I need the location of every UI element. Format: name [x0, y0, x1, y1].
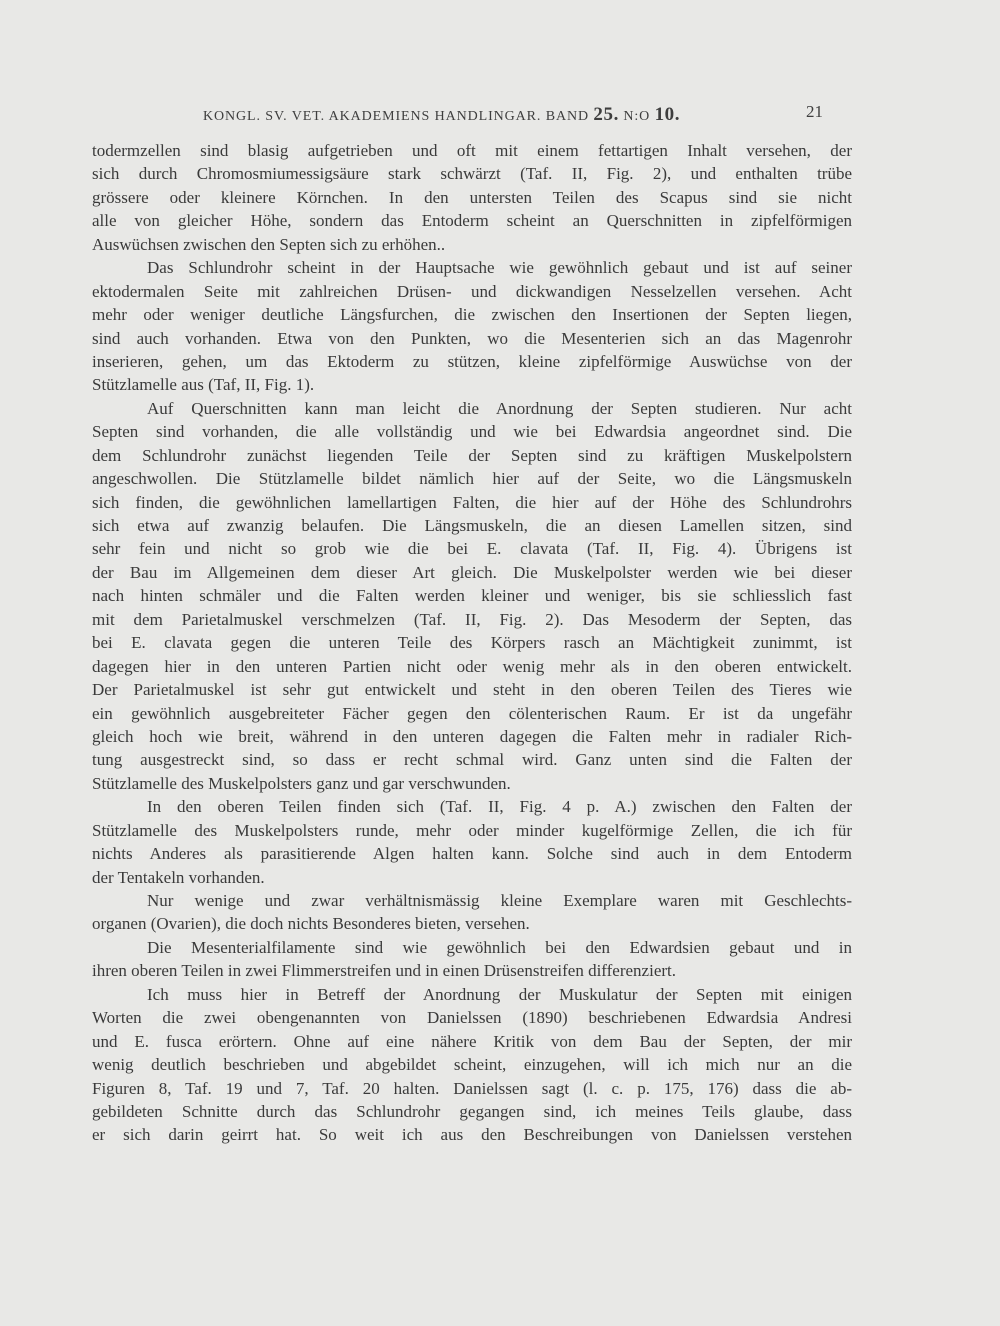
issue-number: 10. — [654, 104, 681, 125]
text-line: gleich hoch wie breit, während in den unteren dagegen die Falten mehr in radialer Rich- — [92, 726, 852, 746]
text-line: inserieren, gehen, um das Ektoderm zu stützen, kleine zipfelförmige Auswüchse von der — [92, 351, 852, 371]
text-line: Der Parietalmuskel ist sehr gut entwickelt und steht in den oberen Teilen des Tieres wie — [92, 680, 852, 700]
number-label: N:O — [618, 109, 655, 124]
page-number: 21 — [806, 102, 823, 121]
text-line: organen (Ovarien), die doch nichts Besonderes bieten, versehen. — [92, 914, 530, 934]
text-line: und E. fusca erörtern. Ohne auf eine nähere Kritik von dem Bau der Septen, der mir — [92, 1031, 852, 1051]
text-line: nach hinten schmäler und die Falten werden kleiner und weniger, bis sie schliesslich fast — [92, 586, 852, 606]
text-line: ihren oberen Teilen in zwei Flimmerstreifen und in einen Drüsenstreifen differenziert. — [92, 961, 677, 981]
text-line: Auf Querschnitten kann man leicht die Anordnung der Septen studieren. Nur acht — [147, 398, 852, 418]
text-line: mehr oder weniger deutliche Längsfurchen, die zwischen den Insertionen der Septen liegen, — [92, 305, 852, 325]
text-line: sich etwa auf zwanzig belaufen. Die Längsmuskeln, die an diesen Lamellen sitzen, sind — [92, 516, 852, 535]
text-line: Ich muss hier in Betreff der Anordnung der Muskulatur der Septen mit einigen — [147, 984, 852, 1004]
text-line: dem Schlundrohr zunächst liegenden Teile der Septen sind zu kräftigen Muskelpolstern — [92, 445, 852, 465]
text-line: dagegen hier in den unteren Partien nicht oder wenig mehr als in den oberen entwickelt. — [92, 656, 852, 676]
volume-number: 25. — [593, 104, 619, 125]
text-line: alle von gleicher Höhe, sondern das Entoderm scheint an Querschnitten in zipfelförmigen — [92, 211, 852, 231]
body-text — [92, 139, 852, 1147]
running-title — [203, 104, 680, 126]
text-line: ein gewöhnlich ausgebreiteter Fächer gegen den cölenterischen Raum. Er ist da ungefähr — [92, 703, 852, 723]
text-line: wenig deutlich beschrieben und abgebildet scheint, einzugehen, will ich mich nur an die — [92, 1055, 852, 1075]
text-line: Stützlamelle aus (Taf, II, Fig. 1). — [92, 375, 315, 395]
text-line: todermzellen sind blasig aufgetrieben und oft mit einem fettartigen Inhalt versehen, der — [92, 141, 852, 160]
text-line: sich finden, die gewöhnlichen lamellartigen Falten, die hier auf der Höhe des Schlundrohrs — [92, 492, 852, 512]
text-line: er sich darin geirrt hat. So weit ich aus den Beschreibungen von Danielssen verstehen — [92, 1125, 852, 1145]
text-line: grössere oder kleinere Körnchen. In den untersten Teilen des Scapus sind sie nicht — [92, 187, 852, 207]
text-line: Stützlamelle des Muskelpolsters runde, mehr oder minder kugelförmige Zellen, die ich für — [92, 820, 852, 840]
text-line: tung ausgestreckt sind, so dass er recht schmal wird. Ganz unten sind die Falten der — [92, 750, 852, 770]
text-line: Die Mesenterialfilamente sind wie gewöhnlich bei den Edwardsien gebaut und in — [147, 937, 852, 957]
text-line: bei E. clavata gegen die unteren Teile des Körpers rasch an Mächtigkeit zunimmt, ist — [92, 633, 852, 653]
text-line: Worten die zwei obengenannten von Danielssen (1890) beschriebenen Edwardsia Andresi — [92, 1008, 852, 1028]
text-line: ektodermalen Seite mit zahlreichen Drüsen- und dickwandigen Nesselzellen versehen. Acht — [92, 281, 852, 301]
text-line: Auswüchsen zwischen den Septen sich zu erhöhen.. — [92, 234, 446, 254]
text-line: Septen sind vorhanden, die alle vollständig und wie bei Edwardsia angeordnet sind. Die — [92, 422, 852, 442]
text-line: Das Schlundrohr scheint in der Hauptsache wie gewöhnlich gebaut und ist auf seiner — [147, 258, 852, 278]
text-line: mit dem Parietalmuskel verschmelzen (Taf. II, Fig. 2). Das Mesoderm der Septen, das — [92, 609, 852, 629]
text-line: Stützlamelle des Muskelpolsters ganz und gar verschwunden. — [92, 773, 511, 793]
text-line: sind auch vorhanden. Etwa von den Punkten, wo die Mesenterien sich an das Magenrohr — [92, 328, 852, 348]
text-line: In den oberen Teilen finden sich (Taf. II, Fig. 4 p. A.) zwischen den Falten der — [147, 797, 852, 817]
running-header — [203, 101, 823, 127]
text-line: angeschwollen. Die Stützlamelle bildet nämlich hier auf der Seite, wo die Längsmuskeln — [92, 469, 852, 489]
running-title-prefix: KONGL. SV. VET. AKADEMIENS HANDLINGAR. BAND — [203, 109, 594, 124]
text-line: sich durch Chromosmiumessigsäure stark schwärzt (Taf. II, Fig. 2), und enthalten trübe — [92, 164, 852, 184]
text-line: der Bau im Allgemeinen dem dieser Art gleich. Die Muskelpolster werden wie bei dieser — [92, 562, 852, 582]
text-line: gebildeten Schnitte durch das Schlundrohr gegangen sind, ich meines Teils glaube, dass — [92, 1101, 852, 1121]
text-line: Figuren 8, Taf. 19 und 7, Taf. 20 halten. Danielssen sagt (l. c. p. 175, 176) dass die ab- — [92, 1078, 852, 1098]
text-line: Nur wenige und zwar verhältnismässig kleine Exemplare waren mit Geschlechts- — [147, 891, 852, 910]
text-line: nichts Anderes als parasitierende Algen halten kann. Solche sind auch in dem Entoderm — [92, 844, 852, 864]
text-line: sehr fein und nicht so grob wie die bei E. clavata (Taf. II, Fig. 4). Übrigens ist — [92, 539, 852, 559]
text-line: der Tentakeln vorhanden. — [92, 867, 265, 887]
